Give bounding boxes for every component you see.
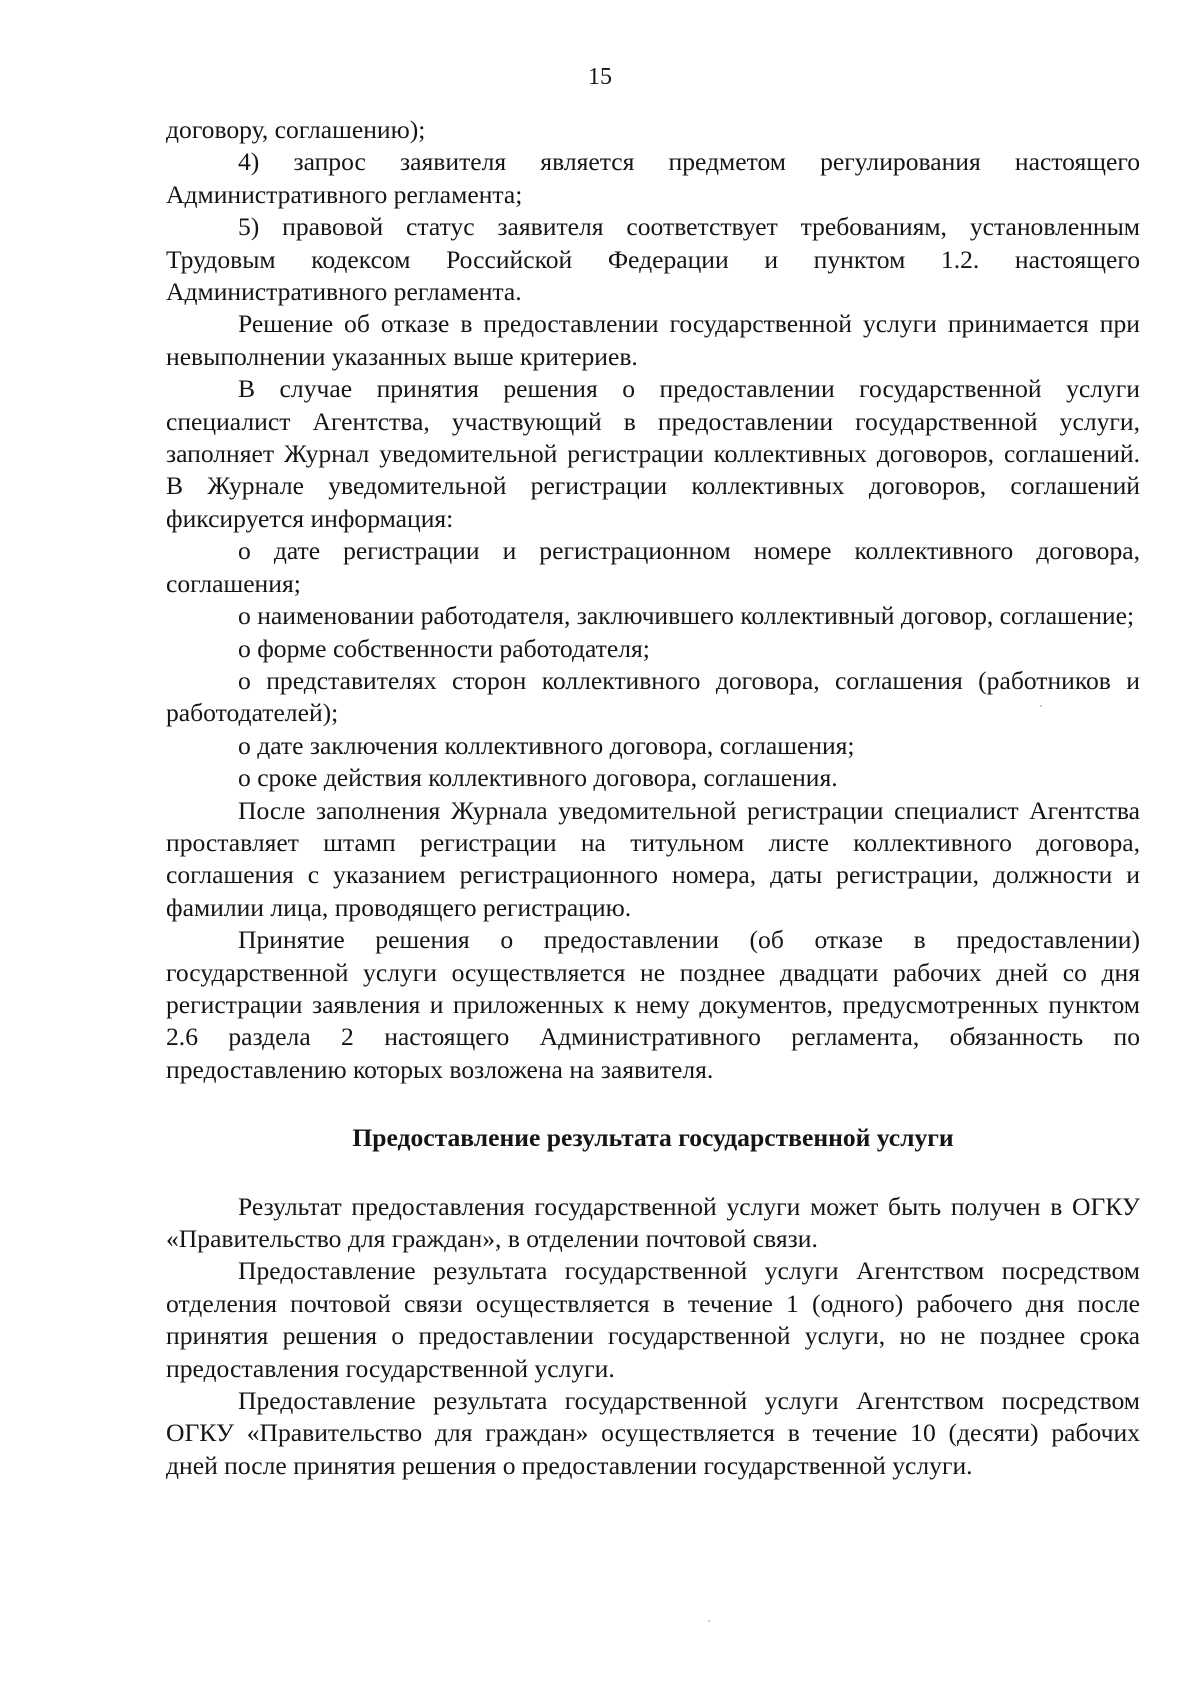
list-item: о представителях сторон коллективного договора, соглашения (работников и работодателей);: [166, 665, 1140, 728]
paragraph: Предоставление результата государственной услуги Агентством посредством отделения почтовой связи осуществляется в течение 1 (одного) рабочего дня после принятия решения о предоставлении государственной услуги, но не позднее срока предоставления государственной услуги.: [166, 1256, 1140, 1383]
page-number: 15: [588, 64, 612, 90]
paragraph: договору, соглашению);: [166, 115, 426, 144]
paragraph: Предоставление результата государственной услуги Агентством посредством ОГКУ «Правительство для граждан» осуществляется в течение 10 (десяти) рабочих дней после принятия решения о предоставлении государственной услуги.: [166, 1386, 1140, 1480]
scan-artifact: [708, 1620, 710, 1622]
list-item: о дате заключения коллективного договора, соглашения;: [238, 730, 855, 760]
paragraph: В случае принятия решения о предоставлении государственной услуги специалист Агентства, участвующий в предоставлении государственной услуги, заполняет Журнал уведомительной регистрации коллективных договоров, соглашений. В Журнале уведомительной регистрации коллективных договоров, соглашений фиксируется информация:: [166, 374, 1140, 533]
paragraph: Результат предоставления государственной услуги может быть получен в ОГКУ «Правительство для граждан», в отделении почтовой связи.: [166, 1191, 1140, 1253]
paragraph: После заполнения Журнала уведомительной регистрации специалист Агентства проставляет штамп регистрации на титульном листе коллективного договора, соглашения с указанием регистрационного номера, даты регистрации, должности и фамилии лица, проводящего регистрацию.: [166, 795, 1140, 922]
list-item: о дате регистрации и регистрационном номере коллективного договора, соглашения;: [166, 536, 1140, 598]
document-body: [166, 114, 1140, 1482]
list-item: о сроке действия коллективного договора, соглашения.: [238, 763, 838, 793]
scan-artifact: [1040, 705, 1042, 707]
list-item: о форме собственности работодателя;: [238, 633, 650, 663]
section-heading: Предоставление результата государственной услуги: [352, 1123, 954, 1153]
paragraph: 5) правовой статус заявителя соответствует требованиям, установленным Трудовым кодексом Российской Федерации и пунктом 1.2. настоящего Административного регламента.: [166, 212, 1140, 307]
paragraph: Принятие решения о предоставлении (об отказе в предоставлении) государственной услуги осуществляется не позднее двадцати рабочих дней со дня регистрации заявления и приложенных к нему документов, предусмотренных пунктом 2.6 раздела 2 настоящего Административного регламента, обязанность по предоставлению которых возложена на заявителя.: [166, 925, 1140, 1084]
list-item: о наименовании работодателя, заключившего коллективный договор, соглашение;: [238, 601, 1135, 631]
paragraph: 4) запрос заявителя является предметом регулирования настоящего Административного регламента;: [166, 147, 1140, 209]
paragraph: Решение об отказе в предоставлении государственной услуги принимается при невыполнении указанных выше критериев.: [166, 309, 1140, 371]
